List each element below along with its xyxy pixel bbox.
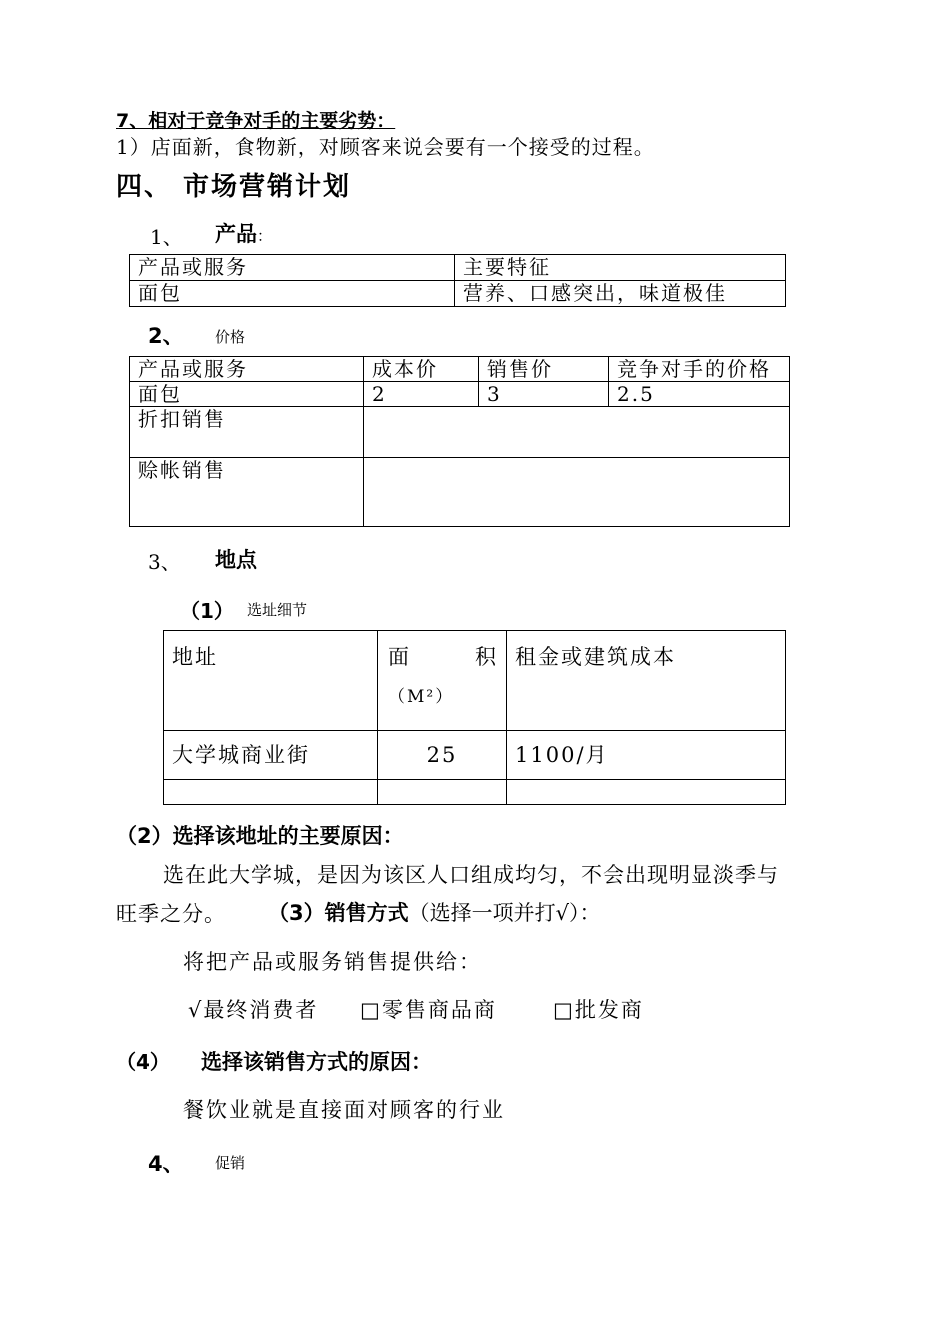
location-table-empty-3 xyxy=(507,780,786,805)
location-table-header-area: 面 积 （M²） xyxy=(378,631,507,731)
product-number: 1、 xyxy=(150,225,183,249)
price-table-header-cost: 成本价 xyxy=(364,357,479,382)
provide-text: 将把产品或服务销售提供给： xyxy=(183,950,482,974)
price-table-discount-label: 折扣销售 xyxy=(130,407,364,458)
price-table-cell-service: 面包 xyxy=(130,382,364,407)
price-table-header-service: 产品或服务 xyxy=(130,357,364,382)
option-wholesaler[interactable]: □批发商 xyxy=(553,998,644,1022)
price-table-discount-value xyxy=(364,407,790,458)
price-table-header-sale: 销售价 xyxy=(479,357,609,382)
price-table-header-competitor: 竞争对手的价格 xyxy=(609,357,790,382)
section7-item1: 1）店面新，食物新，对顾客来说会要有一个接受的过程。 xyxy=(116,135,655,159)
product-table-cell-feature: 营养、口感突出，味道极佳 xyxy=(455,281,786,307)
product-table-cell-service: 面包 xyxy=(130,281,455,307)
reason-heading: （2）选择该地址的主要原因： xyxy=(116,824,404,848)
location-table-empty-1 xyxy=(164,780,378,805)
price-table xyxy=(129,356,790,527)
place-sub1-number: （1） xyxy=(180,599,234,623)
location-table xyxy=(163,630,786,805)
option-retailer[interactable]: □零售商品商 xyxy=(360,998,497,1022)
location-table-empty-2 xyxy=(378,780,507,805)
price-table-cell-competitor: 2.5 xyxy=(609,382,790,407)
location-table-header-address: 地址 xyxy=(164,631,378,731)
location-table-header-rent: 租金或建筑成本 xyxy=(507,631,786,731)
price-table-cell-cost: 2 xyxy=(364,382,479,407)
price-table-credit-label: 赊帐销售 xyxy=(130,458,364,527)
product-table xyxy=(129,254,786,307)
why-heading-number: （4） xyxy=(116,1050,170,1074)
product-table-header-feature: 主要特征 xyxy=(455,255,786,281)
place-number: 3、 xyxy=(148,550,181,574)
why-heading-text: 选择该销售方式的原因： xyxy=(201,1050,432,1074)
sales-method-heading: （3）销售方式（选择一项并打√）： xyxy=(268,901,601,925)
place-heading: 地点 xyxy=(215,548,257,572)
option-final-consumer[interactable]: √最终消费者 xyxy=(188,998,319,1022)
reason-line2: 旺季之分。 xyxy=(116,902,226,926)
section7-heading: 7、相对于竞争对手的主要劣势： xyxy=(116,110,396,132)
promo-heading: 促销 xyxy=(215,1154,246,1172)
location-table-cell-area: 25 xyxy=(378,731,507,780)
location-table-cell-address: 大学城商业街 xyxy=(164,731,378,780)
price-table-credit-value xyxy=(364,458,790,527)
price-heading: 价格 xyxy=(215,328,246,346)
why-text: 餐饮业就是直接面对顾客的行业 xyxy=(183,1098,505,1122)
product-heading: 产品： xyxy=(215,222,273,246)
place-sub1-label: 选址细节 xyxy=(247,601,308,619)
product-table-header-service: 产品或服务 xyxy=(130,255,455,281)
promo-number: 4、 xyxy=(148,1152,184,1176)
section4-title: 四、 市场营销计划 xyxy=(116,172,352,202)
price-number: 2、 xyxy=(148,324,184,348)
reason-line1: 选在此大学城，是因为该区人口组成均匀，不会出现明显淡季与 xyxy=(163,863,779,887)
price-table-cell-sale: 3 xyxy=(479,382,609,407)
location-table-cell-rent: 1100/月 xyxy=(507,731,786,780)
